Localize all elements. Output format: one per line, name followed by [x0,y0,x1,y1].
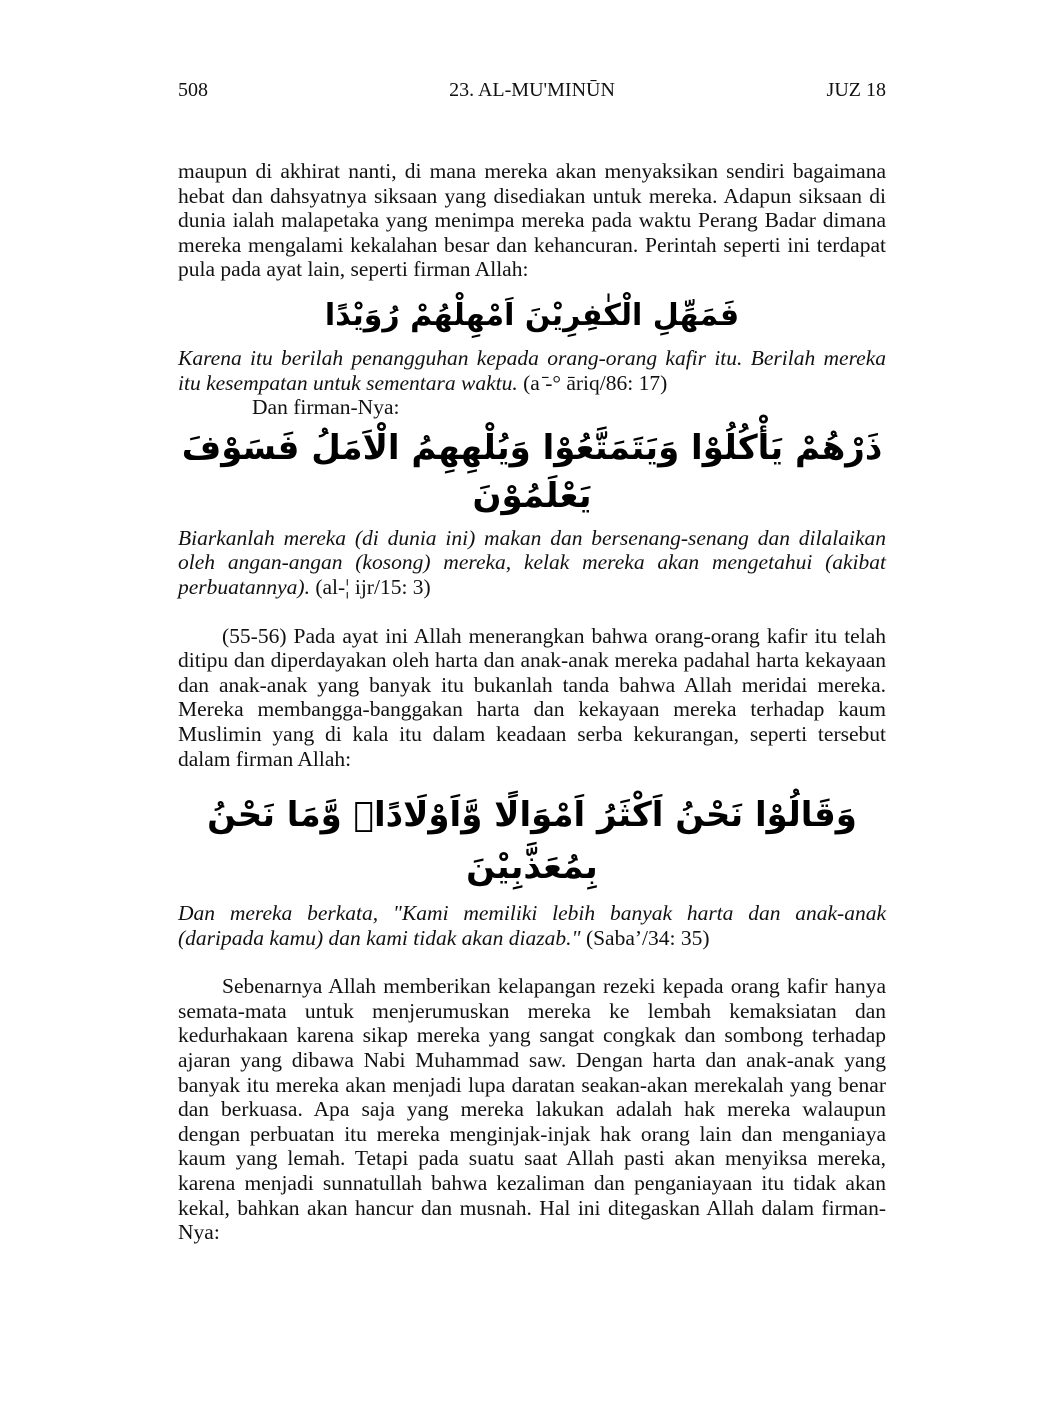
translation-2 [178,526,886,600]
arabic-verse-1: فَمَهِّلِ الْكٰفِرِيْنَ اَمْهِلْهُمْ رُوَيْدًا [324,297,740,333]
translation-3-text: Dan mereka berkata, "Kami memiliki lebih banyak harta dan anak-anak (daripada kamu) dan kami tidak akan diazab." [178,901,886,950]
page-body [178,159,886,1245]
translation-3 [178,901,886,950]
verse-reference-1: (a ̄-° āriq/86: 17) [517,370,668,395]
paragraph-intro: maupun di akhirat nanti, di mana mereka akan menyaksikan sendiri bagaimana hebat dan dahsyatnya siksaan yang disediakan untuk mereka. Adapun siksaan di dunia ialah malapetaka yang menimpa mereka pada waktu Perang Badar dimana mereka mengalami kekalahan besar dan kehancuran. Perintah seperti ini terdapat pula pada ayat lain, seperti firman Allah: [178,159,886,282]
arabic-verse-2: ذَرْهُمْ يَأْكُلُوْا وَيَتَمَتَّعُوْا وَيُلْهِهِمُ الْاَمَلُ فَسَوْفَ يَعْلَمُوْنَ [181,427,883,516]
paragraph-sebenarnya: Sebenarnya Allah memberikan kelapangan rezeki kepada orang kafir hanya semata-mata untuk menjerumuskan mereka ke lembah kemaksiatan dan kedurhakaan karena sikap mereka yang sangat congkak dan sombong terhadap ajaran yang dibawa Nabi Muhammad saw. Dengan harta dan anak-anak yang banyak itu mereka akan menjadi lupa daratan seakan-akan merekalah yang benar dan berkuasa. Apa saja yang mereka lakukan adalah hak mereka walaupun dengan perbuatan itu mereka menginjak-injak hak orang lain dan menganiaya kaum yang lemah. Tetapi pada suatu saat Allah pasti akan menyiksa mereka, karena menjadi sunnatullah bahwa kezaliman dan penganiayaan itu tidak akan kekal, bahkan akan hancur dan musnah. Hal ini ditegaskan Allah dalam firman-Nya: [178,974,886,1245]
translation-1-text: Karena itu berilah penangguhan kepada orang-orang kafir itu. Berilah mereka itu kesempatan untuk sementara waktu. [178,345,886,395]
translation-1 [178,346,886,395]
verse-reference-3: (Saba’/34: 35) [580,925,710,950]
paragraph-55-56: (55-56) Pada ayat ini Allah menerangkan bahwa orang-orang kafir itu telah ditipu dan diperdayakan oleh harta dan anak-anak mereka padahal harta kekayaan dan anak-anak yang banyak itu bukanlah tanda bahwa Allah meridai mereka. Mereka membangga-banggakan harta dan kekayaan mereka terhadap kaum Muslimin yang di kala itu dalam keadaan serba kekurangan, seperti tersebut dalam firman Allah: [178,623,886,771]
page-header [178,76,886,104]
translation-2-text: Biarkanlah mereka (di dunia ini) makan dan bersenang-senang dan dilalaikan oleh angan-angan (kosong) mereka, kelak mereka akan mengetahui (akibat perbuatannya). [178,525,886,599]
arabic-verse-3: وَقَالُوْا نَحْنُ اَكْثَرُ اَمْوَالًا وَّاَوْلَادًاۙ وَّمَا نَحْنُ بِمُعَذَّبِيْنَ [207,795,857,888]
verse-reference-2: (al-¦ ijr/15: 3) [309,574,431,599]
page-number: 508 [178,79,208,101]
dan-firman-label: Dan firman-Nya: [252,395,400,420]
surah-title: 23. AL-MU'MINŪN [449,79,615,101]
juz-label: JUZ 18 [826,79,886,101]
